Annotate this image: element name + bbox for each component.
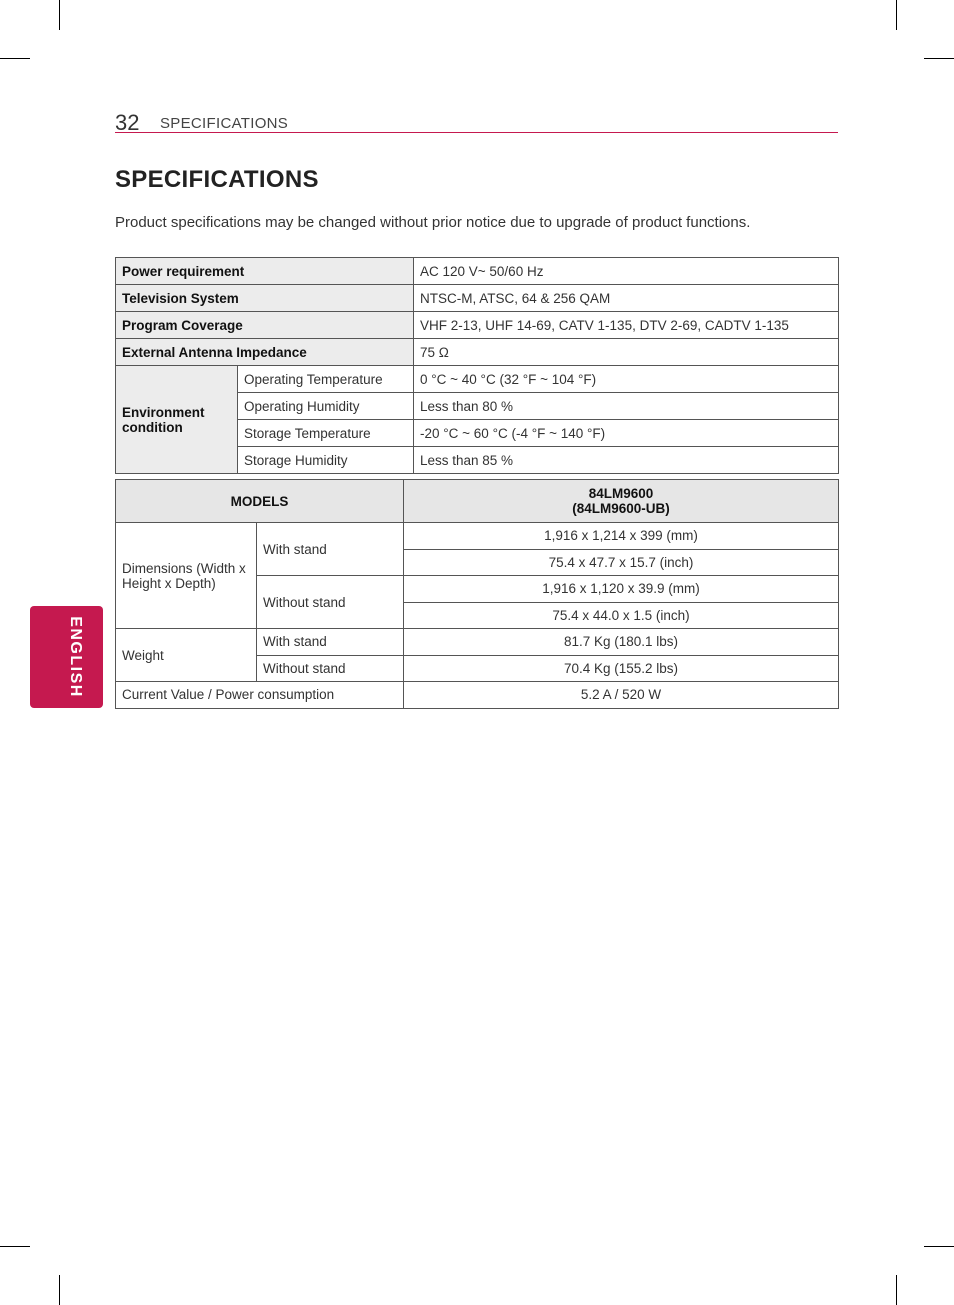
table-row bbox=[116, 682, 839, 709]
model-variant: (84LM9600-UB) bbox=[572, 501, 670, 516]
model-name-header bbox=[404, 480, 839, 523]
table-cell-value: VHF 2-13, UHF 14-69, CATV 1-135, DTV 2-69, CADTV 1-135 bbox=[414, 312, 839, 339]
table-cell-value: 75.4 x 44.0 x 1.5 (inch) bbox=[404, 602, 839, 629]
table-row bbox=[116, 312, 839, 339]
table-cell-value: 1,916 x 1,120 x 39.9 (mm) bbox=[404, 576, 839, 603]
crop-mark bbox=[896, 1275, 897, 1305]
crop-mark bbox=[924, 1246, 954, 1247]
table-row bbox=[116, 523, 839, 550]
table-row bbox=[116, 258, 839, 285]
table-cell-value: NTSC-M, ATSC, 64 & 256 QAM bbox=[414, 285, 839, 312]
table-cell-value: 70.4 Kg (155.2 lbs) bbox=[404, 655, 839, 682]
models-header: MODELS bbox=[116, 480, 404, 523]
table-cell-label: Power requirement bbox=[116, 258, 414, 285]
table-cell-value: -20 °C ~ 60 °C (-4 °F ~ 140 °F) bbox=[414, 420, 839, 447]
current-label: Current Value / Power consumption bbox=[116, 682, 404, 709]
table-cell-value: 81.7 Kg (180.1 lbs) bbox=[404, 629, 839, 656]
crop-mark bbox=[0, 1246, 30, 1247]
without-stand-label: Without stand bbox=[257, 655, 404, 682]
crop-mark bbox=[924, 58, 954, 59]
weight-label: Weight bbox=[116, 629, 257, 682]
table-cell-value: 75 Ω bbox=[414, 339, 839, 366]
table-cell-sublabel: Operating Temperature bbox=[238, 366, 414, 393]
table-cell-sublabel: Operating Humidity bbox=[238, 393, 414, 420]
crop-mark bbox=[0, 58, 30, 59]
table-row bbox=[116, 285, 839, 312]
table-cell-label: Television System bbox=[116, 285, 414, 312]
crop-mark bbox=[59, 1275, 60, 1305]
crop-mark bbox=[59, 0, 60, 30]
table-cell-value: 75.4 x 47.7 x 15.7 (inch) bbox=[404, 549, 839, 576]
model-table bbox=[115, 479, 839, 709]
crop-mark bbox=[896, 0, 897, 30]
page-number: 32 bbox=[115, 110, 140, 135]
table-row bbox=[116, 366, 839, 393]
notice-text: Product specifications may be changed without prior notice due to upgrade of product functions. bbox=[115, 214, 751, 231]
without-stand-label: Without stand bbox=[257, 576, 404, 629]
environment-label-line1: Environment bbox=[122, 404, 205, 420]
environment-label-line2: condition bbox=[122, 419, 183, 435]
dimensions-label-line1: Dimensions (Width x bbox=[122, 560, 246, 576]
with-stand-label: With stand bbox=[257, 523, 404, 576]
table-cell-value: AC 120 V~ 50/60 Hz bbox=[414, 258, 839, 285]
page-title: SPECIFICATIONS bbox=[115, 166, 319, 193]
model-name: 84LM9600 bbox=[588, 486, 654, 501]
table-header-row bbox=[116, 480, 839, 523]
table-row bbox=[116, 629, 839, 656]
environment-label bbox=[116, 366, 238, 474]
table-cell-value: Less than 85 % bbox=[414, 447, 839, 474]
table-cell-sublabel: Storage Humidity bbox=[238, 447, 414, 474]
table-cell-value: 1,916 x 1,214 x 399 (mm) bbox=[404, 523, 839, 550]
table-row bbox=[116, 339, 839, 366]
language-tab-label: ENGLISH bbox=[67, 616, 84, 698]
table-cell-sublabel: Storage Temperature bbox=[238, 420, 414, 447]
table-cell-value: Less than 80 % bbox=[414, 393, 839, 420]
dimensions-label-line2: Height x Depth) bbox=[122, 575, 216, 591]
spec-table bbox=[115, 257, 839, 474]
page-header bbox=[115, 108, 838, 133]
table-cell-label: Program Coverage bbox=[116, 312, 414, 339]
table-cell-value: 5.2 A / 520 W bbox=[404, 682, 839, 709]
table-cell-value: 0 °C ~ 40 °C (32 °F ~ 104 °F) bbox=[414, 366, 839, 393]
with-stand-label: With stand bbox=[257, 629, 404, 656]
table-cell-label: External Antenna Impedance bbox=[116, 339, 414, 366]
dimensions-label bbox=[116, 523, 257, 629]
section-name: SPECIFICATIONS bbox=[160, 115, 289, 132]
